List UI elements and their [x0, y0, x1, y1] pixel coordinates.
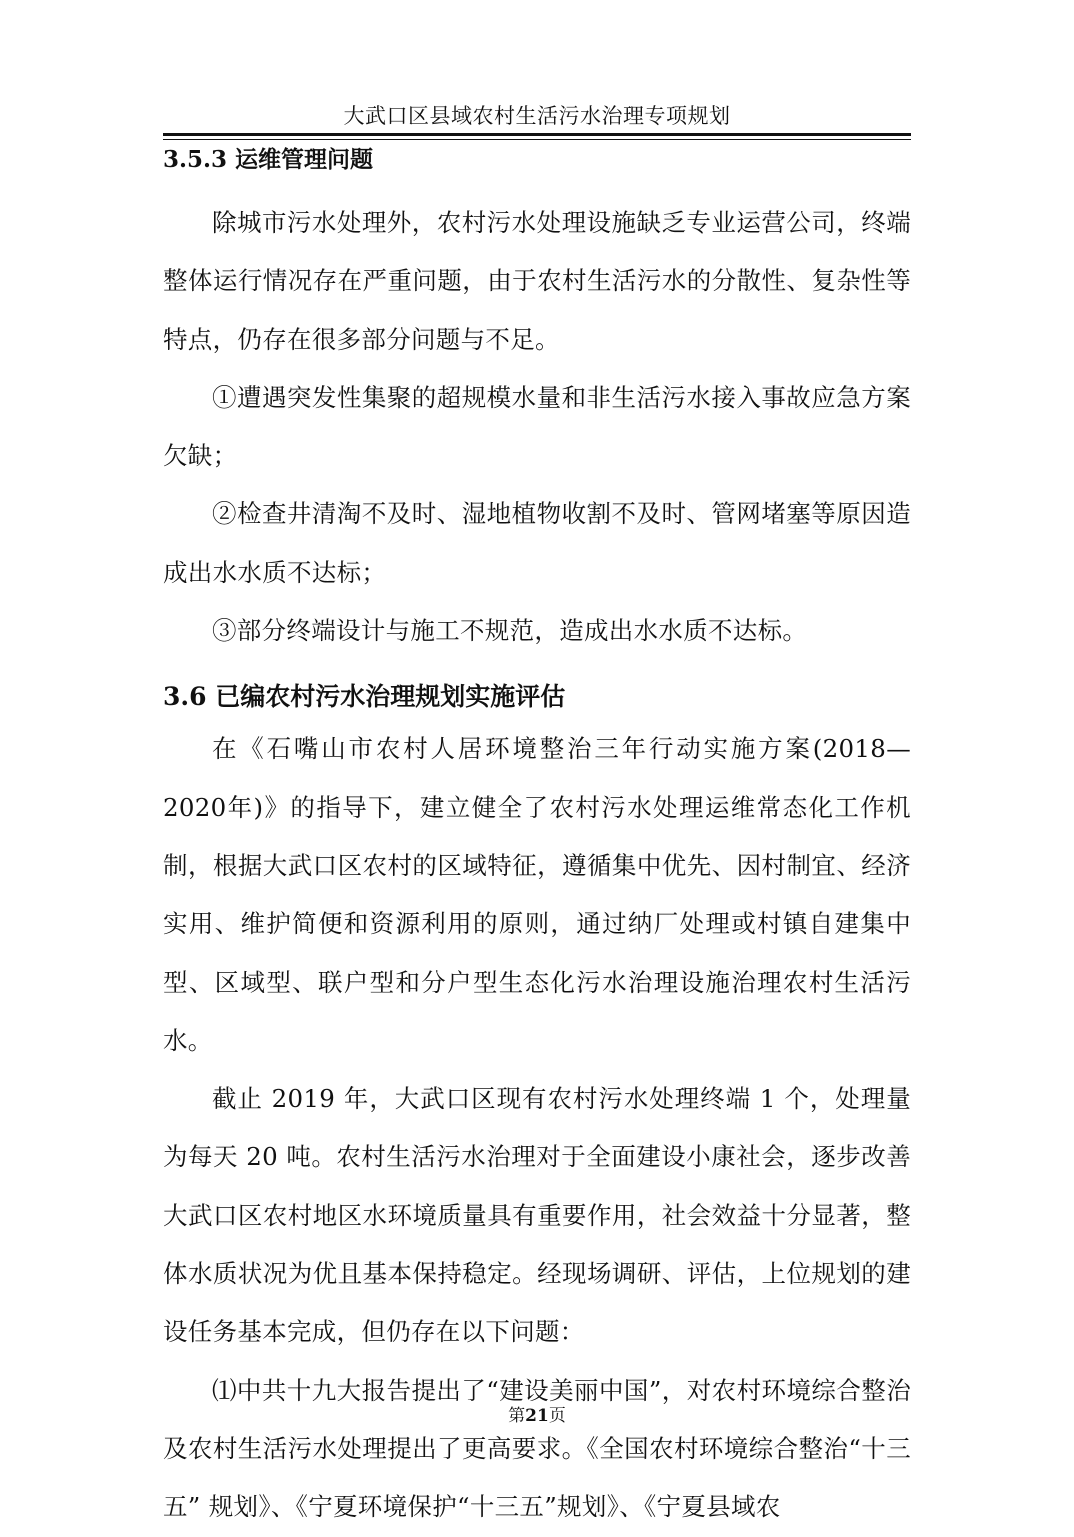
header-rule-thick: [163, 133, 911, 136]
section-heading-3-5-3: 3.5.3 运维管理问题: [163, 146, 374, 173]
section-heading-3-6: 3.6 已编农村污水治理规划实施评估: [163, 682, 566, 712]
paragraph: 截止 2019 年，大武口区现有农村污水处理终端 1 个，处理量为每天 20 吨。农村生活污水治理对于全面建设小康社会，逐步改善大武口区农村地区水环境质量具有重要作用，社会效益十分显著，整体水质状况为优且基本保持稳定。经现场调研、评估，上位规划的建设任务基本完成，但仍存在以下问题：: [163, 1084, 911, 1347]
page-header-title: 大武口区县域农村生活污水治理专项规划: [343, 104, 731, 128]
paragraph: ⑴中共十九大报告提出了“建设美丽中国”，对农村环境综合整治及农村生活污水处理提出了更高要求。《全国农村环境综合整治“十三五” 规划》、《宁夏环境保护“十三五”规划》、《宁夏县域农: [163, 1375, 911, 1522]
paragraph: 在《石嘴山市农村人居环境整治三年行动实施方案(2018—2020年)》的指导下，建立健全了农村污水处理运维常态化工作机制，根据大武口区农村的区域特征，遵循集中优先、因村制宜、经济实用、维护简便和资源利用的原则，通过纳厂处理或村镇自建集中型、区域型、联户型和分户型生态化污水治理设施治理农村生活污水。: [163, 734, 911, 1055]
document-body: [163, 140, 911, 1537]
list-item: ①遭遇突发性集聚的超规模水量和非生活污水接入事故应急方案欠缺；: [163, 382, 911, 471]
page-footer: [163, 1401, 911, 1426]
page-prefix: 第: [508, 1406, 526, 1426]
page-number: 21: [525, 1406, 549, 1426]
list-item: ③部分终端设计与施工不规范，造成出水水质不达标。: [212, 616, 808, 646]
list-item: ②检查井清淘不及时、湿地植物收割不及时、管网堵塞等原因造成出水水质不达标；: [163, 499, 911, 587]
paragraph: 除城市污水处理外，农村污水处理设施缺乏专业运营公司，终端整体运行情况存在严重问题，由于农村生活污水的分散性、复杂性等特点，仍存在很多部分问题与不足。: [163, 208, 911, 354]
page-suffix: 页: [548, 1406, 566, 1426]
